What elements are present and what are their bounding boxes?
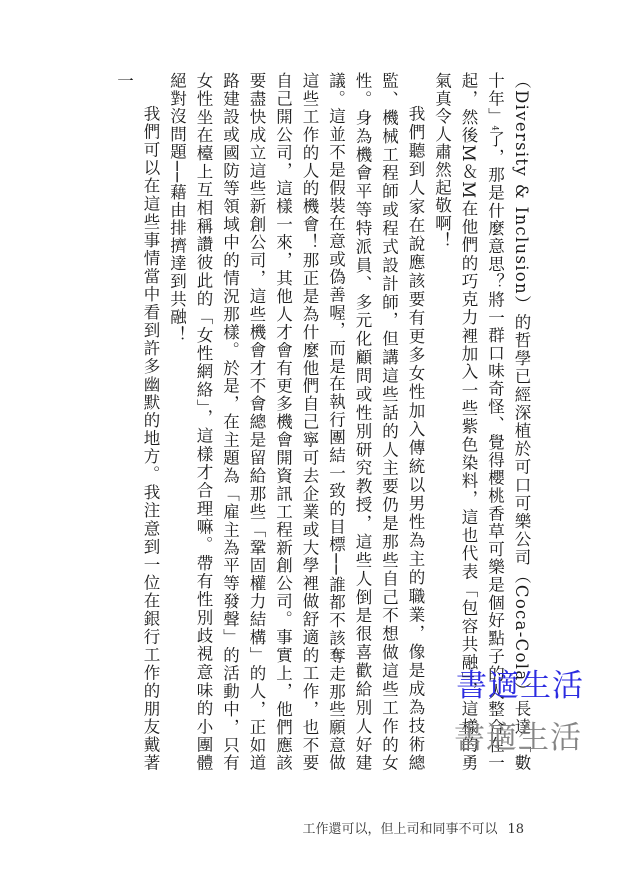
footnote-marker: 4	[490, 125, 500, 131]
watermark-blue: 書適生活	[456, 668, 584, 704]
page-number: 18	[507, 822, 524, 837]
paragraph-1-text: （Diversity & Inclusion）的哲學已經深植於可口可樂公司（Coca-Cola）長達「數十年」	[485, 72, 531, 772]
paragraph-3: 我們可以在這些事情當中看到許多幽默的地方。我注意到一位在銀行工作的朋友戴著一	[114, 72, 160, 772]
paragraph-1-continued: 了，那是什麼意思？將一群口味奇怪、覺得櫻桃香草可樂是個好點子的人整合在一起，然後M＆M在他們的巧克力裡加入一些紫色染料，這也代表「包容共融」，這樣的勇氣真令人肅然起敬啊！	[432, 72, 505, 772]
page-footer	[302, 818, 524, 837]
watermark-gray: 書適生活	[454, 720, 582, 756]
running-title: 工作還可以，但上司和同事不可以	[302, 822, 498, 837]
paragraph-2: 我們聽到人家在說應該要有更多女性加入傳統以男性為主的職業，像是成為技術總監、機械工程師或程式設計師，但講這些話的人主要仍是那些自己不想做這些工作的女性。身為機會平等特派員、多元化顧問或性別研究教授，這些人倒是很喜歡給別人好建議。這並不是假裝在意或偽善喔，而是在執行團結一致的目標──誰都不該奪走那些願意做這些工作的人的機會！那正是為什麼他們自己寧可去企業或大學裡做舒適的工作，也不要自己開公司，這樣一來，其他人才會有更多機會開資訊工程新創公司。事實上，他們應該要盡快成立這些新創公司，這些機會才不會總是留給那些「鞏固權力結構」的人，正如道路建設或國防等領域中的情況那樣。於是，在主題為「雇主為平等發聲」的活動中，只有女性坐在檯上互相稱讚彼此的「女性網絡」，這樣才合理嘛。帶有性別歧視意味的小團體絕對沒問題──藉由排擠達到共融！	[167, 72, 425, 772]
